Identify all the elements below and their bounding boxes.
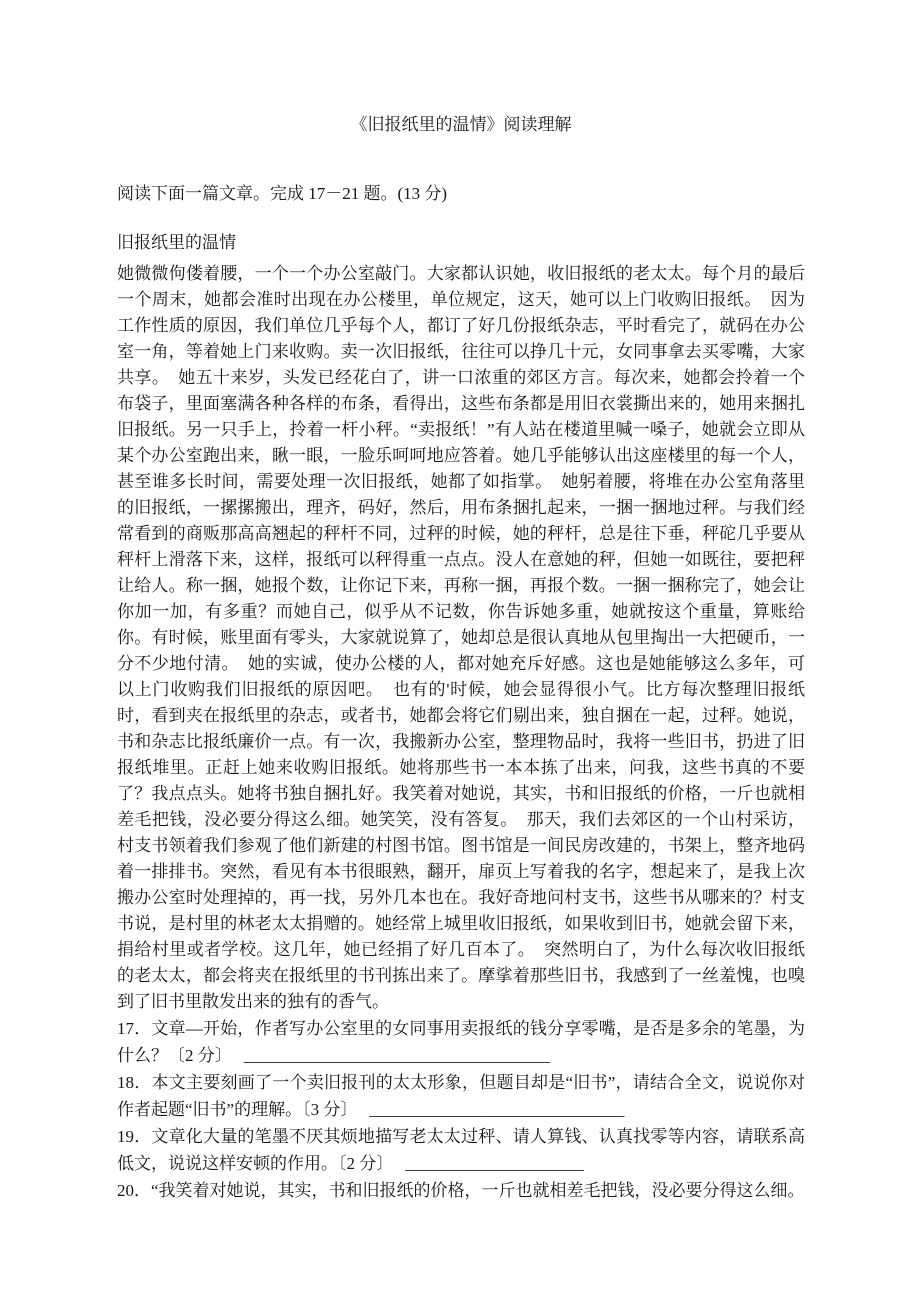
article-heading: 旧报纸里的温情 [117,233,236,252]
question-20 [117,1177,805,1204]
document-title: 《旧报纸里的温情》阅读理解 [350,115,572,134]
answer-blank-17: ____________________________________ [243,1046,550,1065]
question-20-text: 20．“我笑着对她说，其实，书和旧报纸的价格，一斤也就相差毛把钱，没必要分得这么细。 [117,1181,805,1200]
question-17-text: 17．文章—开始，作者写办公室里的女同事用卖报纸的钱分享零嘴，是否是多余的笔墨，为什么？〔2 分〕 [117,1019,805,1065]
article-body: 她微微佝偻着腰，一个一个办公室敲门。大家都认识她，收旧报纸的老太太。每个月的最后一个周末，她都会准时出现在办公楼里，单位规定，这天，她可以上门收购旧报纸。 因为工作性质的原因，我们单位几乎每个人，都订了好几份报纸杂志，平时看完了，就码在办公室一角，等着她上门来收购。卖一次旧报纸，往往可以挣几十元，女同事拿去买零嘴，大家共享。 她五十来岁，头发已经花白了，讲一口浓重的郊区方言。每次来，她都会拎着一个布袋子，里面塞满各种各样的布条，看得出，这些布条都是用旧衣裳撕出来的，她用来捆扎旧报纸。另一只手上，拎着一杆小秤。“卖报纸！”有人站在楼道里喊一嗓子，她就会立即从某个办公室跑出来，瞅一眼，一脸乐呵呵地应答着。她几乎能够认出这座楼里的每一个人，甚至谁多长时间，需要处理一次旧报纸，她都了如指掌。 她躬着腰，将堆在办公室角落里的旧报纸，一摞摞搬出，理齐，码好，然后，用布条捆扎起来，一捆一捆地过秤。与我们经常看到的商贩那高高翘起的秤杆不同，过秤的时候，她的秤杆，总是往下垂，秤砣几乎要从秤杆上滑落下来，这样，报纸可以秤得重一点点。没人在意她的秤，但她一如既往，要把秤让给人。称一捆，她报个数，让你记下来，再称一捆，再报个数。一捆一捆称完了，她会让你加一加，有多重？而她自己，似乎从不记数，你告诉她多重，她就按这个重量，算账给你。有时候，账里面有零头，大家就说算了，她却总是很认真地从包里掏出一大把硬币，一分不少地付清。 她的实诚，使办公楼的人，都对她充斥好感。这也是她能够这么多年，可以上门收购我们旧报纸的原因吧。 也有的'时候，她会显得很小气。比方每次整理旧报纸时，看到夹在报纸里的杂志，或者书，她都会将它们剔出来，独自捆在一起，过秤。她说，书和杂志比报纸廉价一点。有一次，我搬新办公室，整理物品时，我将一些旧书，扔进了旧报纸堆里。正赶上她来收购旧报纸。她将那些书一本本拣了出来，问我，这些书真的不要了？我点点头。她将书独自捆扎好。我笑着对她说，其实，书和旧报纸的价格，一斤也就相差毛把钱，没必要分得这么细。她笑笑，没有答复。 那天，我们去郊区的一个山村采访，村支书领着我们参观了他们新建的村图书馆。图书馆是一间民房改建的，书架上，整齐地码着一排排书。突然，看见有本书很眼熟，翻开，扉页上写着我的名字，想起来了，是我上次搬办公室时处理掉的，再一找，另外几本也在。我好奇地问村支书，这些书从哪来的？村支书说，是村里的林老太太捐赠的。她经常上城里收旧报纸，如果收到旧书，她就会留下来，捐给村里或者学校。这几年，她已经捐了好几百本了。 突然明白了，为什么每次收旧报纸的老太太，都会将夹在报纸里的书刊拣出来了。摩挲着那些旧书，我感到了一丝羞愧，也嗅到了旧书里散发出来的独有的香气。 [117,264,805,1011]
question-17 [117,1015,805,1069]
question-18-text: 18．本文主要刻画了一个卖旧报刊的太太形象，但题目却是“旧书”，请结合全文，说说你对作者起题“旧书”的理解。〔3 分〕 [117,1073,805,1119]
answer-blank-19: _____________________ [405,1154,584,1173]
question-19-text: 19．文章化大量的笔墨不厌其烦地描写老太太过秤、请人算钱、认真找零等内容，请联系高低文，说说这样安顿的作用。〔2 分〕 [117,1127,805,1173]
answer-blank-18: ______________________________ [369,1100,625,1119]
intro-line: 阅读下面一篇文章。完成 17－21 题。(13 分) [117,184,448,203]
question-18 [117,1069,805,1123]
question-19 [117,1123,805,1177]
